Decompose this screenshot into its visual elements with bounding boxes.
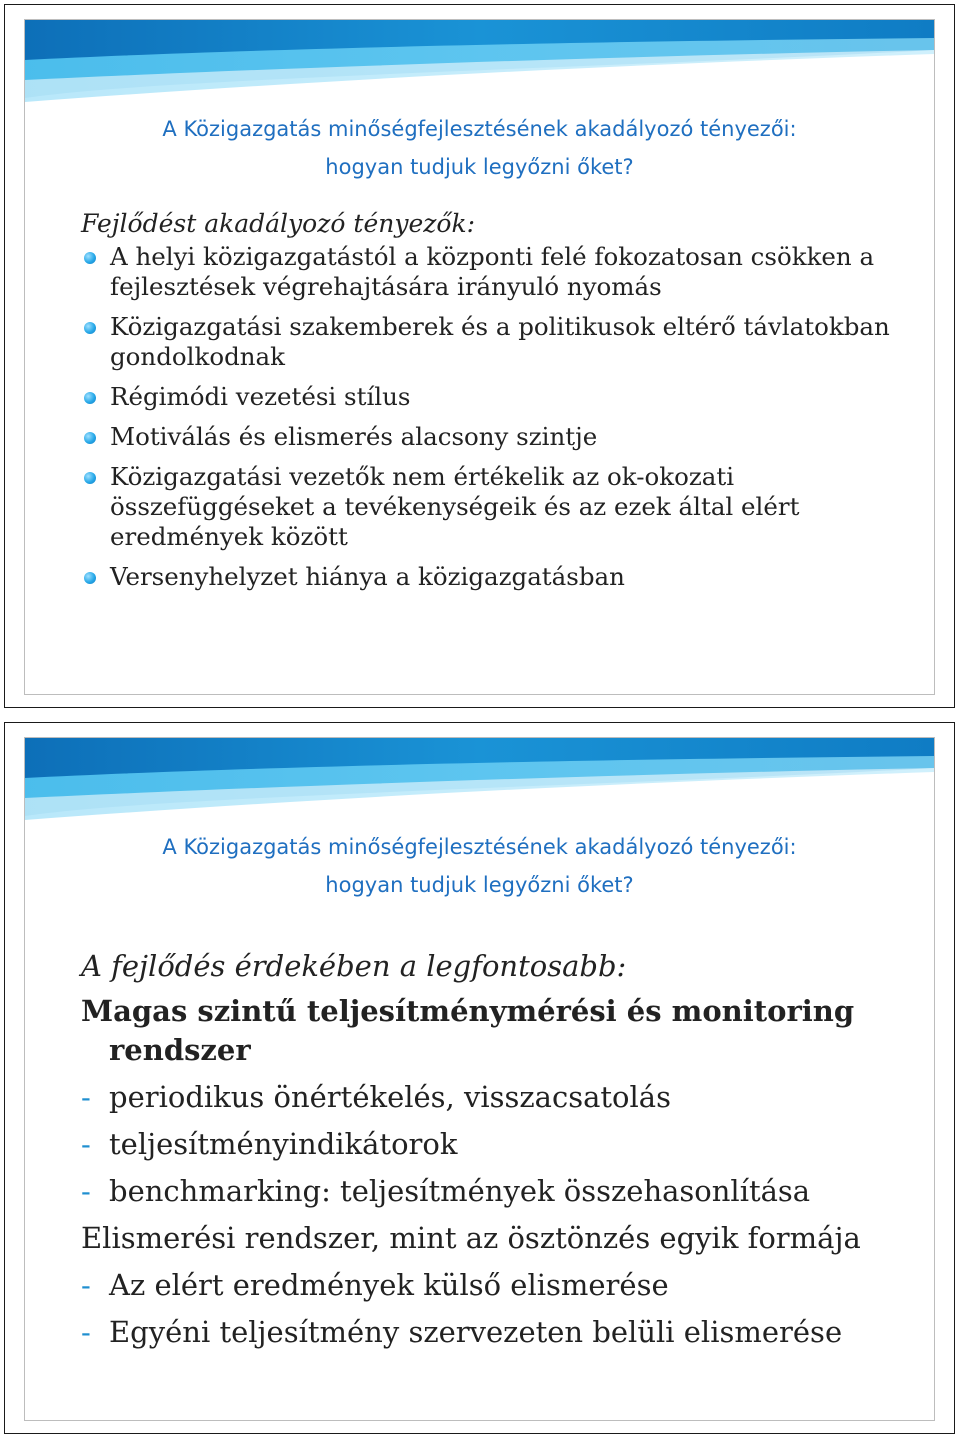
dash-item	[81, 1078, 910, 1117]
dash-marker: -	[81, 1174, 91, 1208]
bullet-text: Régimódi vezetési stílus	[110, 382, 411, 411]
dash-item-text: Egyéni teljesítmény szervezeten belüli elismerése	[109, 1315, 843, 1349]
bullet-item	[81, 382, 910, 412]
slide-1-heading: Fejlődést akadályozó tényezők:	[81, 209, 476, 238]
dash-item-text: benchmarking: teljesítmények összehasonlítása	[109, 1174, 811, 1208]
dash-marker: -	[81, 1080, 91, 1114]
dash-item	[81, 1313, 910, 1352]
section-title-recognition: Elismerési rendszer, mint az ösztönzés egyik formája	[81, 1221, 861, 1255]
bullet-text: Közigazgatási szakemberek és a politikusok eltérő távlatokban gondolkodnak	[110, 312, 890, 371]
slide-1-body	[81, 208, 910, 602]
bullet-text: A helyi közigazgatástól a központi felé fokozatosan csökken a fejlesztések végrehajtására irányuló nyomás	[110, 242, 875, 301]
section-title-monitoring: Magas szintű teljesítménymérési és monitoring rendszer	[81, 994, 855, 1067]
dash-item	[81, 1172, 910, 1211]
bullet-icon	[84, 392, 96, 404]
bullet-icon	[84, 252, 96, 264]
dash-marker: -	[81, 1268, 91, 1302]
slide-2-banner	[25, 738, 934, 822]
dash-item	[81, 1125, 910, 1164]
bullet-text: Közigazgatási vezetők nem értékelik az ok-okozati összefüggéseket a tevékenységeik és az ezek által elért eredmények között	[110, 462, 800, 551]
slide-2-title	[25, 828, 934, 904]
bullet-item	[81, 462, 910, 552]
bullet-item	[81, 422, 910, 452]
slide-2-heading: A fejlődés érdekében a legfontosabb:	[81, 949, 627, 983]
slide-2-title-line2: hogyan tudjuk legyőzni őket?	[325, 873, 634, 897]
slide-1	[4, 4, 955, 708]
slide-1-title-line1: A Közigazgatás minőségfejlesztésének akadályozó tényezői:	[162, 117, 797, 141]
slide-2-title-line1: A Közigazgatás minőségfejlesztésének akadályozó tényezői:	[162, 835, 797, 859]
slide-1-title	[25, 110, 934, 186]
slide-1-banner	[25, 20, 934, 104]
bullet-item	[81, 242, 910, 302]
bullet-icon	[84, 432, 96, 444]
slide-2	[4, 722, 955, 1434]
slide-1-bullet-list	[81, 242, 910, 592]
slide-2-frame	[24, 737, 935, 1421]
dash-marker: -	[81, 1315, 91, 1349]
bullet-item	[81, 562, 910, 592]
bullet-item	[81, 312, 910, 372]
slide-1-frame	[24, 19, 935, 695]
slide-2-body	[81, 946, 910, 1360]
slide-1-title-line2: hogyan tudjuk legyőzni őket?	[325, 155, 634, 179]
bullet-text: Motiválás és elismerés alacsony szintje	[110, 422, 598, 451]
dash-item-text: periodikus önértékelés, visszacsatolás	[109, 1080, 671, 1114]
dash-item-text: Az elért eredmények külső elismerése	[109, 1268, 669, 1302]
dash-item-text: teljesítményindikátorok	[109, 1127, 458, 1161]
bullet-icon	[84, 572, 96, 584]
dash-item	[81, 1266, 910, 1305]
dash-marker: -	[81, 1127, 91, 1161]
bullet-icon	[84, 322, 96, 334]
bullet-icon	[84, 472, 96, 484]
bullet-text: Versenyhelyzet hiánya a közigazgatásban	[110, 562, 625, 591]
